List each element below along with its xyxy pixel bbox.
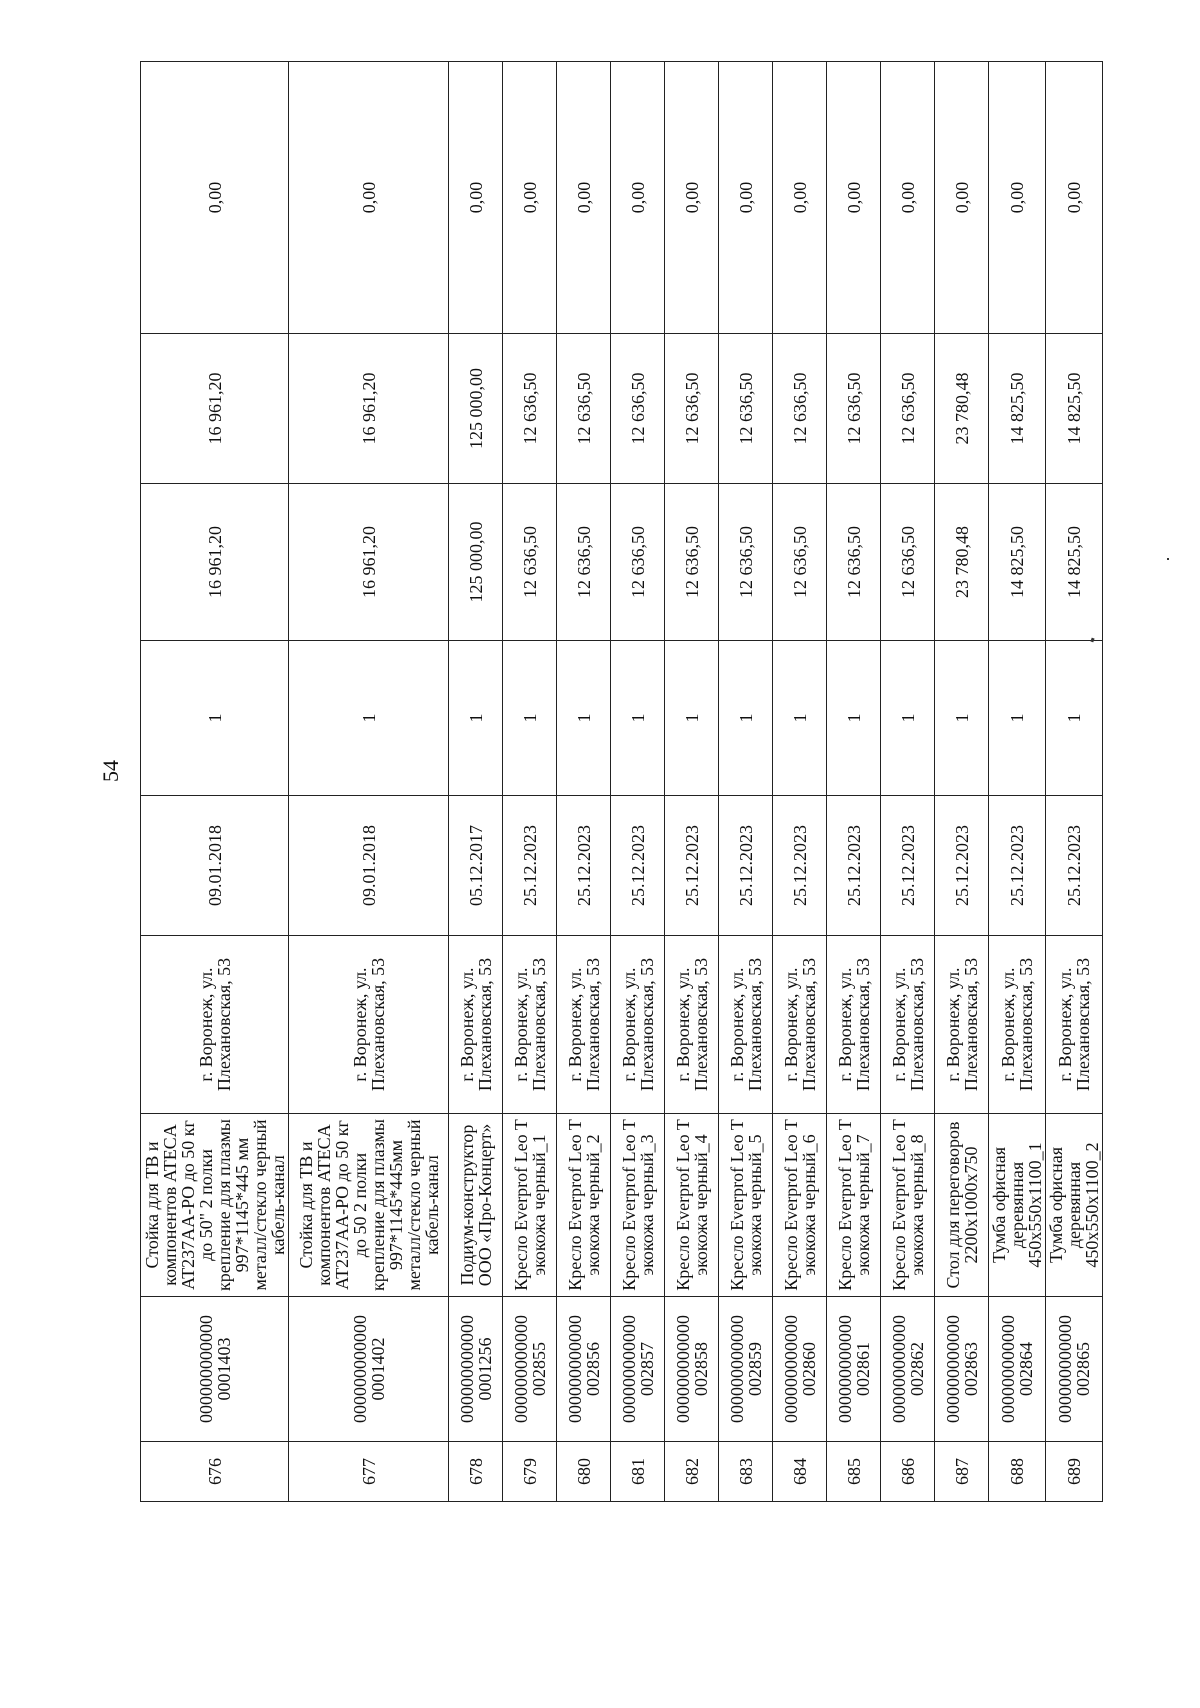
inventory-code: 000000000000 002865 — [1046, 1297, 1103, 1442]
table-row — [881, 62, 935, 1502]
initial-cost: 125 000,00 — [449, 484, 503, 641]
residual-value: 0,00 — [141, 62, 289, 334]
residual-value: 0,00 — [289, 62, 449, 334]
depreciation: 12 636,50 — [557, 334, 611, 484]
residual-value: 0,00 — [665, 62, 719, 334]
residual-value: 0,00 — [1046, 62, 1103, 334]
inventory-code: 000000000000 002858 — [665, 1297, 719, 1442]
item-name: Кресло Everprof Leo T экокожа черный_1 — [503, 1114, 557, 1297]
inventory-code: 000000000000 002862 — [881, 1297, 935, 1442]
item-name: Стойка для ТВ и компонентов ATECA AT237AA-PO до 50 кг до 50" 2 полки крепление для плазмы 997*1145*445 мм металл/стекло черный кабель-канал — [141, 1114, 289, 1297]
item-address: г. Воронеж, ул. Плехановская, 53 — [449, 936, 503, 1114]
initial-cost: 12 636,50 — [665, 484, 719, 641]
acquisition-date: 25.12.2023 — [719, 796, 773, 936]
item-address: г. Воронеж, ул. Плехановская, 53 — [935, 936, 989, 1114]
quantity: 1 — [665, 641, 719, 796]
item-name: Тумба офисная деревянная 450x550x1100_2 — [1046, 1114, 1103, 1297]
table-row — [827, 62, 881, 1502]
row-number: 680 — [557, 1442, 611, 1502]
acquisition-date: 25.12.2023 — [935, 796, 989, 936]
quantity: 1 — [935, 641, 989, 796]
table-row — [449, 62, 503, 1502]
residual-value: 0,00 — [827, 62, 881, 334]
inventory-code: 000000000000 002859 — [719, 1297, 773, 1442]
acquisition-date: 05.12.2017 — [449, 796, 503, 936]
residual-value: 0,00 — [719, 62, 773, 334]
acquisition-date: 25.12.2023 — [611, 796, 665, 936]
acquisition-date: 25.12.2023 — [503, 796, 557, 936]
quantity: 1 — [557, 641, 611, 796]
row-number: 679 — [503, 1442, 557, 1502]
item-address: г. Воронеж, ул. Плехановская, 53 — [665, 936, 719, 1114]
item-address: г. Воронеж, ул. Плехановская, 53 — [773, 936, 827, 1114]
item-name: Кресло Everprof Leo T экокожа черный_7 — [827, 1114, 881, 1297]
depreciation: 12 636,50 — [665, 334, 719, 484]
table-row — [935, 62, 989, 1502]
row-number: 677 — [289, 1442, 449, 1502]
initial-cost: 12 636,50 — [773, 484, 827, 641]
depreciation: 12 636,50 — [773, 334, 827, 484]
acquisition-date: 25.12.2023 — [989, 796, 1046, 936]
row-number: 685 — [827, 1442, 881, 1502]
residual-value: 0,00 — [773, 62, 827, 334]
quantity: 1 — [611, 641, 665, 796]
quantity: 1 — [1046, 641, 1103, 796]
quantity: 1 — [289, 641, 449, 796]
quantity: 1 — [503, 641, 557, 796]
quantity: 1 — [989, 641, 1046, 796]
row-number: 681 — [611, 1442, 665, 1502]
acquisition-date: 25.12.2023 — [557, 796, 611, 936]
initial-cost: 12 636,50 — [719, 484, 773, 641]
row-number: 682 — [665, 1442, 719, 1502]
acquisition-date: 25.12.2023 — [665, 796, 719, 936]
inventory-code: 000000000000 0001402 — [289, 1297, 449, 1442]
inventory-code: 000000000000 002855 — [503, 1297, 557, 1442]
row-number: 689 — [1046, 1442, 1103, 1502]
inventory-code: 000000000000 002860 — [773, 1297, 827, 1442]
residual-value: 0,00 — [449, 62, 503, 334]
scan-speck — [1167, 558, 1169, 560]
row-number: 676 — [141, 1442, 289, 1502]
page-number: 54 — [98, 760, 123, 782]
item-address: г. Воронеж, ул. Плехановская, 53 — [719, 936, 773, 1114]
quantity: 1 — [141, 641, 289, 796]
item-name: Кресло Everprof Leo T экокожа черный_4 — [665, 1114, 719, 1297]
initial-cost: 23 780,48 — [935, 484, 989, 641]
table-row — [989, 62, 1046, 1502]
initial-cost: 16 961,20 — [141, 484, 289, 641]
item-address: г. Воронеж, ул. Плехановская, 53 — [289, 936, 449, 1114]
inventory-code: 000000000000 0001256 — [449, 1297, 503, 1442]
depreciation: 12 636,50 — [827, 334, 881, 484]
residual-value: 0,00 — [503, 62, 557, 334]
inventory-code: 000000000000 002857 — [611, 1297, 665, 1442]
initial-cost: 12 636,50 — [827, 484, 881, 641]
table-row — [141, 62, 289, 1502]
item-name: Стол для переговоров 2200x1000x750 — [935, 1114, 989, 1297]
item-address: г. Воронеж, ул. Плехановская, 53 — [1046, 936, 1103, 1114]
acquisition-date: 25.12.2023 — [881, 796, 935, 936]
rotated-table-wrapper — [140, 62, 1102, 1502]
inventory-code: 000000000000 002864 — [989, 1297, 1046, 1442]
acquisition-date: 25.12.2023 — [773, 796, 827, 936]
table-row — [557, 62, 611, 1502]
row-number: 678 — [449, 1442, 503, 1502]
acquisition-date: 25.12.2023 — [827, 796, 881, 936]
depreciation: 23 780,48 — [935, 334, 989, 484]
residual-value: 0,00 — [557, 62, 611, 334]
item-address: г. Воронеж, ул. Плехановская, 53 — [881, 936, 935, 1114]
item-name: Кресло Everprof Leo T экокожа черный_3 — [611, 1114, 665, 1297]
item-name: Кресло Everprof Leo T экокожа черный_6 — [773, 1114, 827, 1297]
acquisition-date: 09.01.2018 — [289, 796, 449, 936]
row-number: 687 — [935, 1442, 989, 1502]
table-body — [141, 62, 1103, 1502]
table-row — [611, 62, 665, 1502]
item-address: г. Воронеж, ул. Плехановская, 53 — [611, 936, 665, 1114]
acquisition-date: 25.12.2023 — [1046, 796, 1103, 936]
quantity: 1 — [827, 641, 881, 796]
initial-cost: 12 636,50 — [503, 484, 557, 641]
quantity: 1 — [881, 641, 935, 796]
acquisition-date: 09.01.2018 — [141, 796, 289, 936]
residual-value: 0,00 — [989, 62, 1046, 334]
row-number: 683 — [719, 1442, 773, 1502]
residual-value: 0,00 — [935, 62, 989, 334]
table-row — [289, 62, 449, 1502]
item-name: Тумба офисная деревянная 450x550x1100_1 — [989, 1114, 1046, 1297]
quantity: 1 — [773, 641, 827, 796]
depreciation: 14 825,50 — [989, 334, 1046, 484]
item-address: г. Воронеж, ул. Плехановская, 53 — [989, 936, 1046, 1114]
initial-cost: 12 636,50 — [611, 484, 665, 641]
table-row — [503, 62, 557, 1502]
depreciation: 12 636,50 — [881, 334, 935, 484]
item-name: Стойка для ТВ и компонентов ATECA AT237AA-PO до 50 кг до 50 2 полки крепление для плазмы 997*1145*445мм металл/стекло черный кабель-канал — [289, 1114, 449, 1297]
depreciation: 14 825,50 — [1046, 334, 1103, 484]
quantity: 1 — [719, 641, 773, 796]
item-address: г. Воронеж, ул. Плехановская, 53 — [557, 936, 611, 1114]
inventory-code: 000000000000 002856 — [557, 1297, 611, 1442]
depreciation: 16 961,20 — [141, 334, 289, 484]
item-name: Кресло Everprof Leo T экокожа черный_8 — [881, 1114, 935, 1297]
item-name: Подиум-конструктор ООО «Про-Концерт» — [449, 1114, 503, 1297]
row-number: 688 — [989, 1442, 1046, 1502]
depreciation: 125 000,00 — [449, 334, 503, 484]
initial-cost: 12 636,50 — [557, 484, 611, 641]
item-address: г. Воронеж, ул. Плехановская, 53 — [503, 936, 557, 1114]
inventory-code: 000000000000 0001403 — [141, 1297, 289, 1442]
item-name: Кресло Everprof Leo T экокожа черный_2 — [557, 1114, 611, 1297]
row-number: 684 — [773, 1442, 827, 1502]
table-row — [1046, 62, 1103, 1502]
row-number: 686 — [881, 1442, 935, 1502]
initial-cost: 16 961,20 — [289, 484, 449, 641]
quantity: 1 — [449, 641, 503, 796]
depreciation: 16 961,20 — [289, 334, 449, 484]
residual-value: 0,00 — [881, 62, 935, 334]
depreciation: 12 636,50 — [611, 334, 665, 484]
depreciation: 12 636,50 — [503, 334, 557, 484]
initial-cost: 14 825,50 — [989, 484, 1046, 641]
inventory-code: 000000000000 002861 — [827, 1297, 881, 1442]
initial-cost: 14 825,50 — [1046, 484, 1103, 641]
residual-value: 0,00 — [611, 62, 665, 334]
item-name: Кресло Everprof Leo T экокожа черный_5 — [719, 1114, 773, 1297]
table-row — [719, 62, 773, 1502]
initial-cost: 12 636,50 — [881, 484, 935, 641]
table-row — [665, 62, 719, 1502]
table-row — [773, 62, 827, 1502]
inventory-code: 000000000000 002863 — [935, 1297, 989, 1442]
depreciation: 12 636,50 — [719, 334, 773, 484]
item-address: г. Воронеж, ул. Плехановская, 53 — [827, 936, 881, 1114]
item-address: г. Воронеж, ул. Плехановская, 53 — [141, 936, 289, 1114]
inventory-table — [140, 61, 1103, 1502]
